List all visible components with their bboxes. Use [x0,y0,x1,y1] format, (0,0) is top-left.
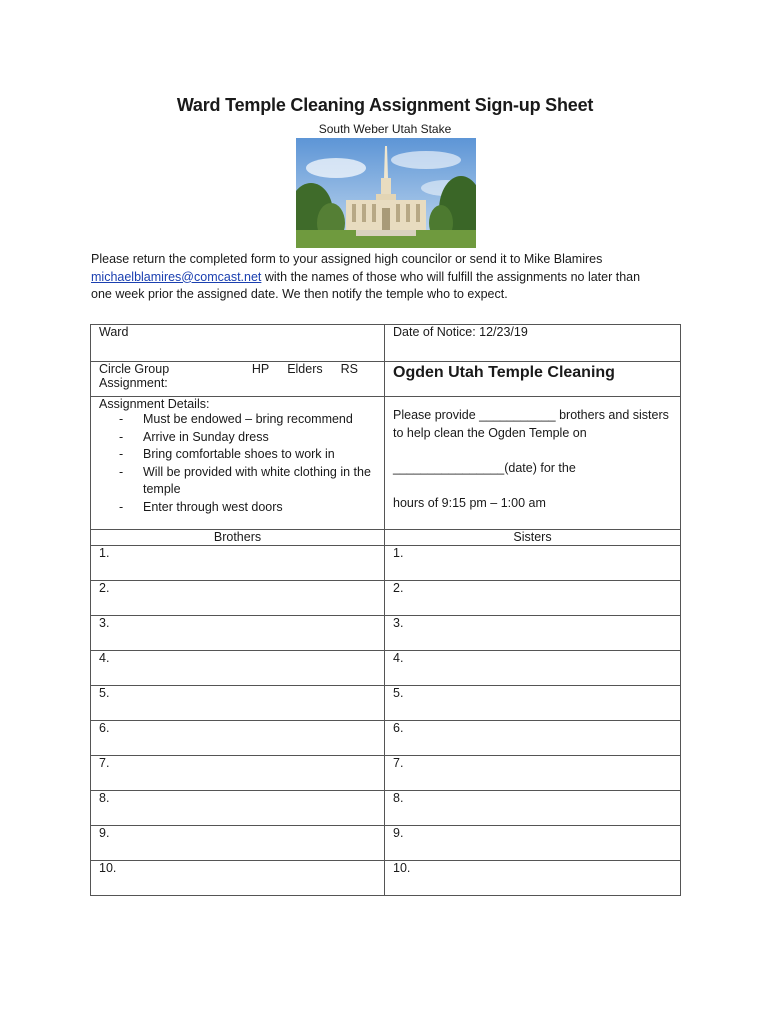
sister-entry-3[interactable] [385,616,681,651]
row-number: 4. [99,651,110,665]
circle-option-hp[interactable]: HP [251,362,270,376]
notice-line-2: to help clean the Ogden Temple on [393,425,587,440]
row-number: 10. [99,861,117,875]
row-number: 9. [393,826,404,840]
sisters-header: Sisters [385,530,681,546]
row-number: 1. [393,546,404,560]
row-number: 2. [99,581,110,595]
sister-entry-4[interactable] [385,651,681,686]
notice-date-label: Date of Notice: 12/23/19 [393,325,528,339]
temple-photo [296,138,476,248]
sister-entry-2[interactable] [385,581,681,616]
brother-entry-9[interactable] [91,826,385,861]
sister-entry-7[interactable] [385,756,681,791]
row-number: 9. [99,826,110,840]
row-number: 8. [99,791,110,805]
row-number: 5. [393,686,404,700]
intro-line-2-rest: with the names of those who will fulfill the assignments no later than [261,269,641,284]
assignment-details-label: Assignment Details: [99,397,210,411]
detail-item: - Arrive in Sunday dress [99,429,376,447]
intro-line-3: one week prior the assigned date. We then notify the temple who to expect. [91,287,508,301]
brother-entry-7[interactable] [91,756,385,791]
brothers-header: Brothers [91,530,385,546]
ward-cell[interactable] [91,325,385,362]
sister-entry-6[interactable] [385,721,681,756]
instructions-paragraph [91,251,691,304]
intro-line-2 [91,269,691,287]
sister-entry-10[interactable] [385,861,681,896]
ward-label: Ward [99,325,129,339]
row-number: 3. [99,616,110,630]
assignment-details-cell [91,397,385,530]
brother-entry-4[interactable] [91,651,385,686]
row-number: 4. [393,651,404,665]
notice-line-1: Please provide ___________ brothers and sisters [393,408,669,422]
circle-option-rs[interactable]: RS [340,362,358,376]
brother-entry-2[interactable] [91,581,385,616]
assignment-details-list [99,411,376,516]
row-number: 6. [393,721,404,735]
detail-item: - Enter through west doors [99,499,376,517]
sister-entry-5[interactable] [385,686,681,721]
row-number: 5. [99,686,110,700]
row-number: 7. [99,756,110,770]
brother-entry-10[interactable] [91,861,385,896]
circle-group-cell[interactable] [91,362,385,397]
row-number: 1. [99,546,110,560]
notice-date-cell [385,325,681,362]
detail-item: - Must be endowed – bring recommend [99,411,376,429]
circle-group-label: Circle Group Assignment: [99,362,170,390]
row-number: 3. [393,616,404,630]
brother-entry-6[interactable] [91,721,385,756]
notice-line-4: hours of 9:15 pm – 1:00 am [393,495,546,510]
row-number: 7. [393,756,404,770]
page-subtitle: South Weber Utah Stake [318,122,452,136]
row-number: 10. [393,861,411,875]
sister-entry-9[interactable] [385,826,681,861]
brother-entry-5[interactable] [91,686,385,721]
intro-line-1: Please return the completed form to your assigned high councilor or send it to Mike Blamires [91,252,603,266]
brother-entry-1[interactable] [91,546,385,581]
brother-entry-3[interactable] [91,616,385,651]
row-number: 6. [99,721,110,735]
circle-option-elders[interactable]: Elders [287,362,323,376]
detail-item: - Bring comfortable shoes to work in [99,446,376,464]
row-number: 8. [393,791,404,805]
sister-entry-8[interactable] [385,791,681,826]
temple-heading-cell [385,362,681,397]
detail-item: - Will be provided with white clothing in the temple [99,464,376,499]
email-link[interactable]: michaelblamires@comcast.net [91,269,262,284]
notice-line-3: ________________(date) for the [393,460,576,475]
row-number: 2. [393,581,404,595]
notice-text-cell [385,397,681,530]
temple-heading: Ogden Utah Temple Cleaning [393,364,615,381]
page-title: Ward Temple Cleaning Assignment Sign-up Sheet [176,95,594,115]
signup-form-table [90,324,681,896]
sister-entry-1[interactable] [385,546,681,581]
brother-entry-8[interactable] [91,791,385,826]
